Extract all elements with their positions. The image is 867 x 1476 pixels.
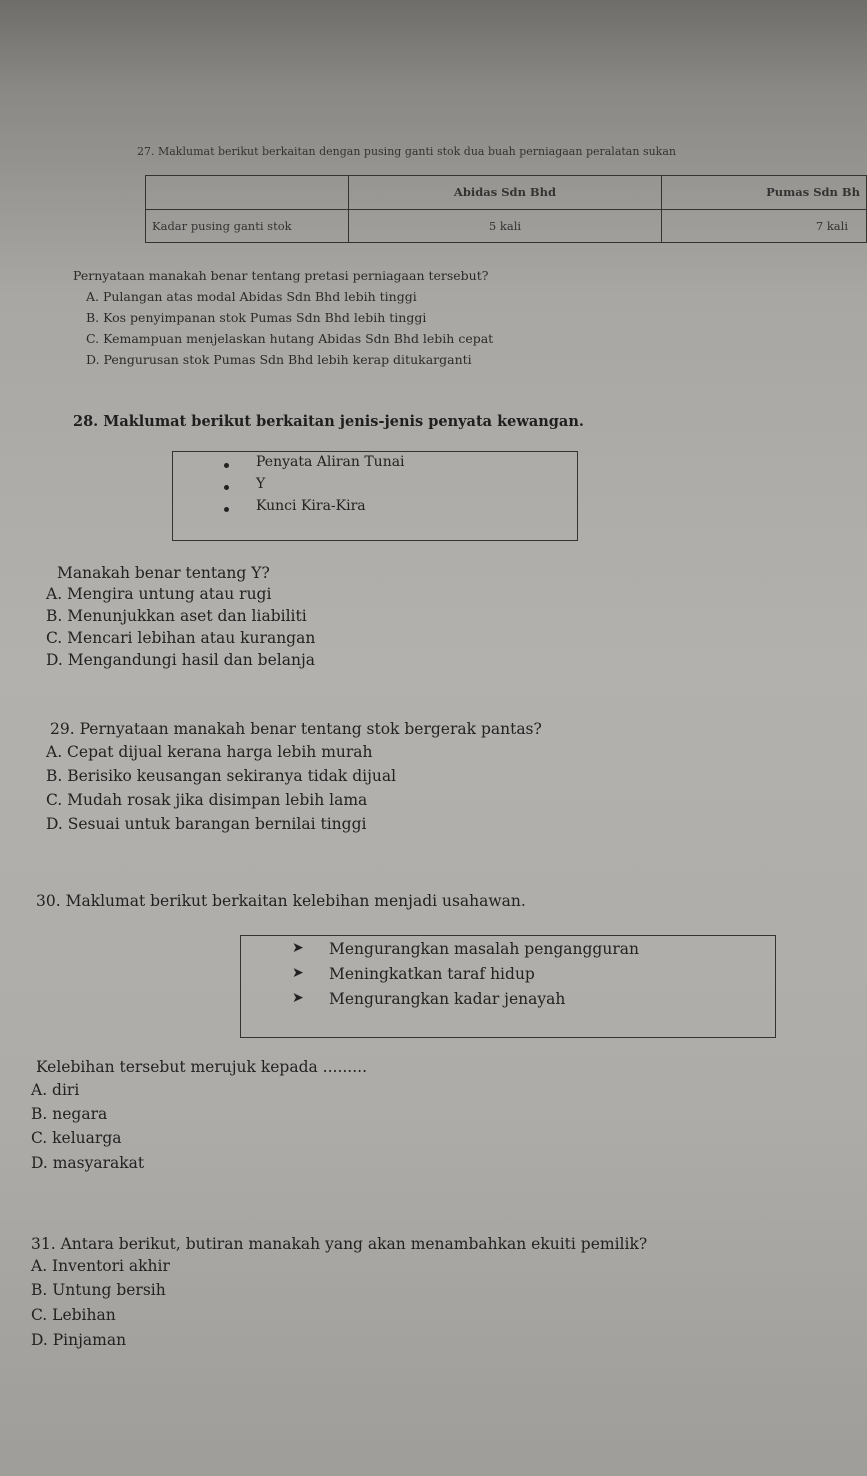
question-30-stem: 30. Maklumat berikut berkaitan kelebihan menjadi usahawan. [36, 892, 526, 910]
box-item-3: Mengurangkan kadar jenayah [329, 990, 566, 1008]
question-28-option-b: B. Menunjukkan aset dan liabiliti [46, 607, 307, 625]
arrow-bullet-icon: ➤ [292, 940, 304, 956]
question-30-option-d: D. masyarakat [31, 1154, 145, 1172]
question-31-option-a: A. Inventori akhir [31, 1257, 170, 1275]
question-30-prompt: Kelebihan tersebut merujuk kepada ......... [36, 1058, 368, 1076]
question-27-option-d: D. Pengurusan stok Pumas Sdn Bhd lebih kerap ditukarganti [86, 352, 472, 367]
table-header-empty [146, 176, 349, 210]
question-27-option-a: A. Pulangan atas modal Abidas Sdn Bhd lebih tinggi [86, 289, 417, 304]
table-row-label: Kadar pusing ganti stok [146, 209, 349, 243]
box-item-2: Y [256, 476, 266, 492]
question-29-option-c: C. Mudah rosak jika disimpan lebih lama [46, 791, 368, 809]
question-30-option-a: A. diri [31, 1081, 80, 1099]
question-28-option-a: A. Mengira untung atau rugi [46, 585, 272, 603]
question-31-stem: 31. Antara berikut, butiran manakah yang akan menambahkan ekuiti pemilik? [31, 1235, 648, 1253]
question-27-stem: 27. Maklumat berikut berkaitan dengan pusing ganti stok dua buah perniagaan peralatan sukan [137, 145, 676, 158]
bullet-icon [224, 507, 229, 512]
stock-turnover-table [145, 175, 867, 243]
question-29-option-d: D. Sesuai untuk barangan bernilai tinggi [46, 815, 367, 833]
arrow-bullet-icon: ➤ [292, 990, 304, 1006]
table-header-pumas: Pumas Sdn Bh [662, 176, 867, 210]
bullet-icon [224, 463, 229, 468]
question-30-option-b: B. negara [31, 1105, 108, 1123]
question-28-prompt: Manakah benar tentang Y? [57, 564, 270, 582]
question-27-option-b: B. Kos penyimpanan stok Pumas Sdn Bhd lebih tinggi [86, 310, 427, 325]
question-31-option-d: D. Pinjaman [31, 1331, 127, 1349]
question-29-option-a: A. Cepat dijual kerana harga lebih murah [46, 743, 373, 761]
question-31-option-b: B. Untung bersih [31, 1281, 166, 1299]
question-28-option-d: D. Mengandungi hasil dan belanja [46, 651, 316, 669]
question-29-stem: 29. Pernyataan manakah benar tentang stok bergerak pantas? [50, 720, 542, 738]
table-cell-abidas: 5 kali [349, 209, 662, 243]
table-header-abidas: Abidas Sdn Bhd [349, 176, 662, 210]
question-28-option-c: C. Mencari lebihan atau kurangan [46, 629, 316, 647]
question-31-option-c: C. Lebihan [31, 1306, 116, 1324]
question-30-option-c: C. keluarga [31, 1129, 122, 1147]
box-item-2: Meningkatkan taraf hidup [329, 965, 535, 983]
arrow-bullet-icon: ➤ [292, 965, 304, 981]
question-29-option-b: B. Berisiko keusangan sekiranya tidak dijual [46, 767, 397, 785]
question-27-prompt: Pernyataan manakah benar tentang pretasi perniagaan tersebut? [73, 268, 489, 283]
table-cell-pumas: 7 kali [662, 209, 867, 243]
question-28-stem: 28. Maklumat berikut berkaitan jenis-jenis penyata kewangan. [73, 413, 584, 430]
box-item-1: Mengurangkan masalah pengangguran [329, 940, 639, 958]
box-item-1: Penyata Aliran Tunai [256, 454, 405, 470]
question-27-option-c: C. Kemampuan menjelaskan hutang Abidas Sdn Bhd lebih cepat [86, 331, 494, 346]
bullet-icon [224, 485, 229, 490]
box-item-3: Kunci Kira-Kira [256, 498, 366, 514]
